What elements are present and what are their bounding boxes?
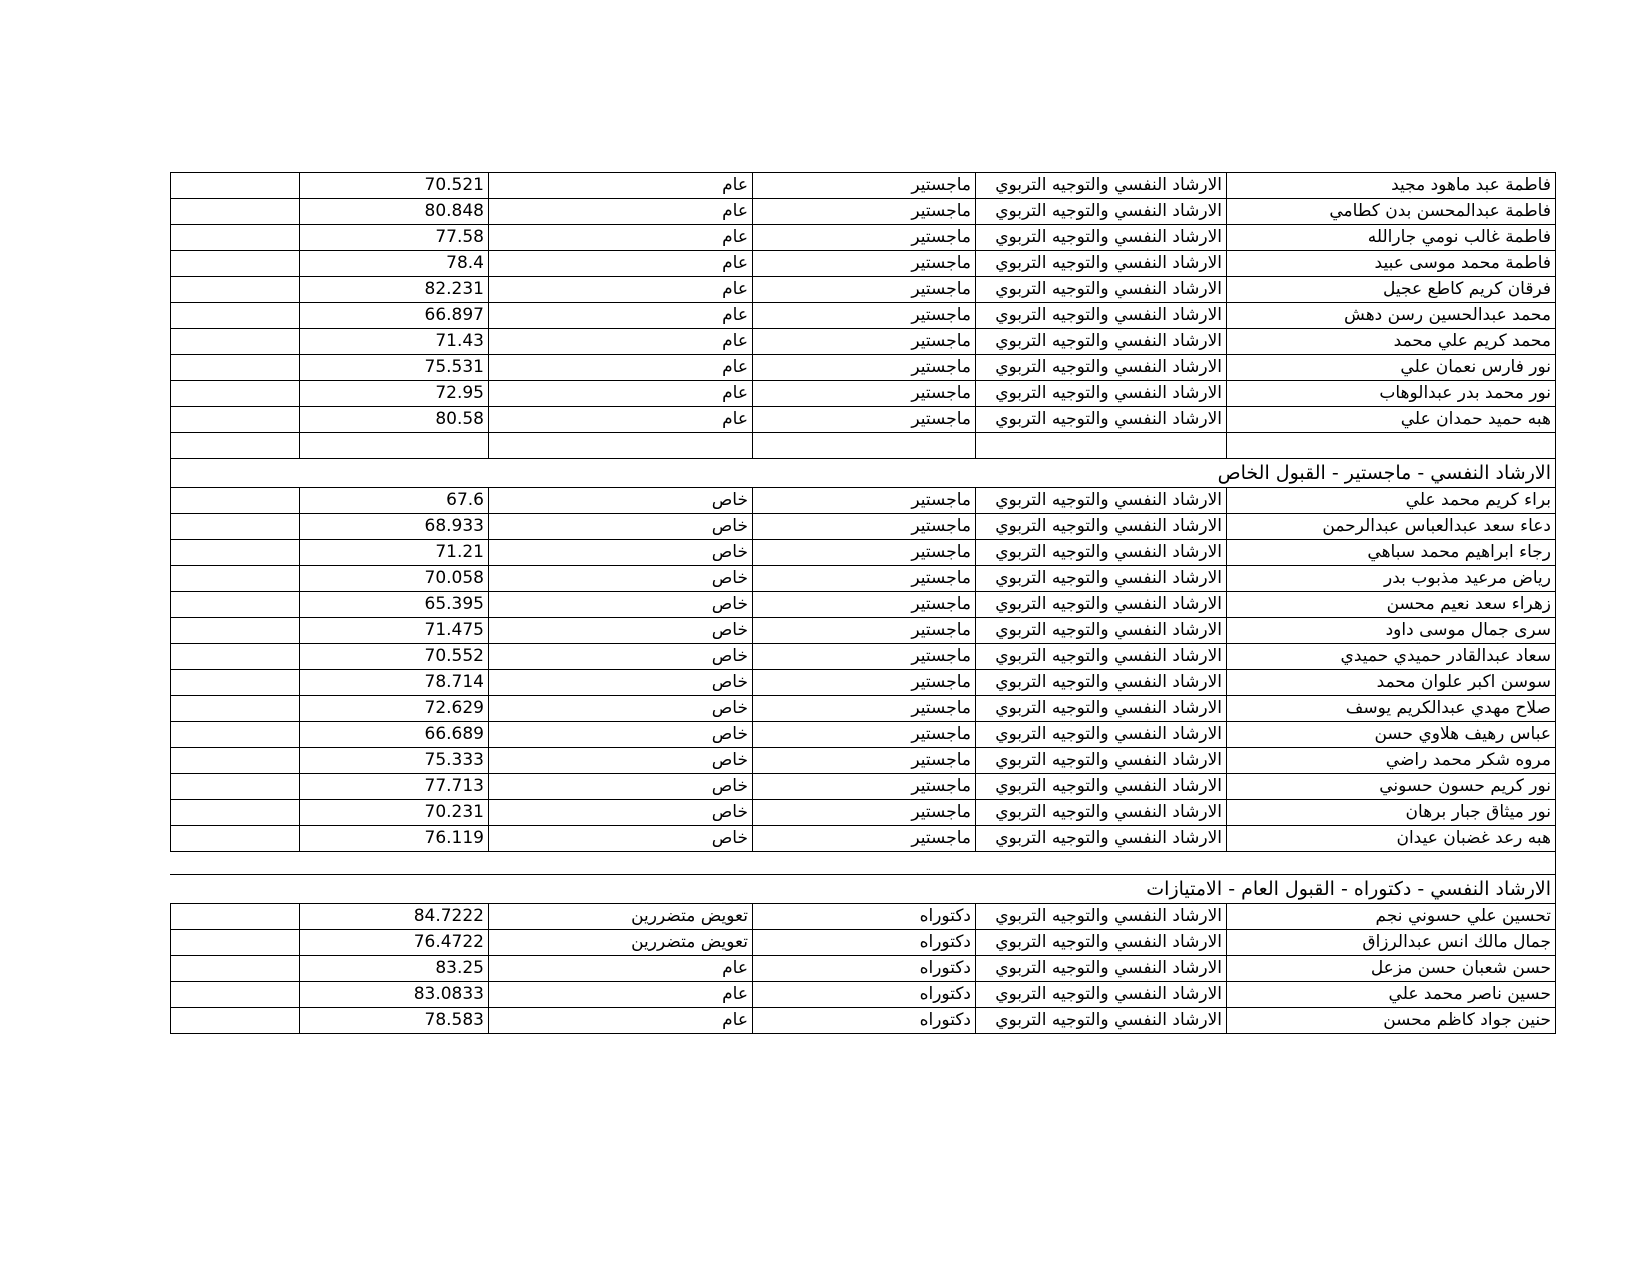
department-cell: الارشاد النفسي والتوجيه التربوي bbox=[976, 199, 1227, 225]
table-row bbox=[171, 566, 1556, 592]
table-row bbox=[171, 956, 1556, 982]
student-name-cell: حسن شعبان حسن مزعل bbox=[1227, 956, 1556, 982]
table-row bbox=[171, 748, 1556, 774]
department-cell: الارشاد النفسي والتوجيه التربوي bbox=[976, 670, 1227, 696]
degree-level-cell: ماجستير bbox=[753, 355, 976, 381]
table-row bbox=[171, 774, 1556, 800]
department-cell: الارشاد النفسي والتوجيه التربوي bbox=[976, 930, 1227, 956]
degree-level-cell: ماجستير bbox=[753, 670, 976, 696]
empty-cell bbox=[171, 696, 300, 722]
department-cell: الارشاد النفسي والتوجيه التربوي bbox=[976, 407, 1227, 433]
table-row bbox=[171, 722, 1556, 748]
degree-level-cell: ماجستير bbox=[753, 774, 976, 800]
admission-type-cell: عام bbox=[489, 1008, 753, 1034]
department-cell: الارشاد النفسي والتوجيه التربوي bbox=[976, 722, 1227, 748]
degree-level-cell: ماجستير bbox=[753, 488, 976, 514]
department-cell: الارشاد النفسي والتوجيه التربوي bbox=[976, 618, 1227, 644]
score-cell: 71.43 bbox=[300, 329, 489, 355]
score-cell: 76.119 bbox=[300, 826, 489, 852]
table-row bbox=[171, 277, 1556, 303]
department-cell: الارشاد النفسي والتوجيه التربوي bbox=[976, 303, 1227, 329]
student-name-cell: فرقان كريم كاطع عجيل bbox=[1227, 277, 1556, 303]
empty-cell bbox=[171, 956, 300, 982]
score-cell: 83.0833 bbox=[300, 982, 489, 1008]
table-row bbox=[171, 381, 1556, 407]
score-cell: 83.25 bbox=[300, 956, 489, 982]
student-name-cell: سعاد عبدالقادر حميدي حميدي bbox=[1227, 644, 1556, 670]
admission-type-cell: خاص bbox=[489, 774, 753, 800]
empty-cell bbox=[171, 173, 300, 199]
empty-cell bbox=[171, 904, 300, 930]
student-name-cell: تحسين علي حسوني نجم bbox=[1227, 904, 1556, 930]
degree-level-cell: ماجستير bbox=[753, 748, 976, 774]
score-cell: 72.95 bbox=[300, 381, 489, 407]
admission-type-cell: تعويض متضررين bbox=[489, 904, 753, 930]
admission-type-cell: خاص bbox=[489, 826, 753, 852]
department-cell: الارشاد النفسي والتوجيه التربوي bbox=[976, 381, 1227, 407]
degree-level-cell bbox=[753, 433, 976, 459]
results-sheet bbox=[170, 172, 1556, 1034]
table-row bbox=[171, 173, 1556, 199]
table-row bbox=[171, 329, 1556, 355]
results-table bbox=[170, 903, 1556, 1034]
student-name-cell: فاطمة عبدالمحسن بدن كطامي bbox=[1227, 199, 1556, 225]
admission-type-cell: عام bbox=[489, 982, 753, 1008]
student-name-cell: رجاء ابراهيم محمد سباهي bbox=[1227, 540, 1556, 566]
admission-type-cell: خاص bbox=[489, 670, 753, 696]
admission-type-cell: عام bbox=[489, 277, 753, 303]
department-cell: الارشاد النفسي والتوجيه التربوي bbox=[976, 982, 1227, 1008]
department-cell: الارشاد النفسي والتوجيه التربوي bbox=[976, 826, 1227, 852]
score-cell: 82.231 bbox=[300, 277, 489, 303]
degree-level-cell: دكتوراه bbox=[753, 1008, 976, 1034]
empty-cell bbox=[171, 329, 300, 355]
empty-cell bbox=[171, 644, 300, 670]
department-cell: الارشاد النفسي والتوجيه التربوي bbox=[976, 566, 1227, 592]
empty-cell bbox=[171, 199, 300, 225]
department-cell: الارشاد النفسي والتوجيه التربوي bbox=[976, 748, 1227, 774]
table-row bbox=[171, 826, 1556, 852]
results-table bbox=[170, 487, 1556, 852]
degree-level-cell: ماجستير bbox=[753, 540, 976, 566]
empty-cell bbox=[171, 982, 300, 1008]
department-cell: الارشاد النفسي والتوجيه التربوي bbox=[976, 355, 1227, 381]
table-row bbox=[171, 251, 1556, 277]
empty-cell bbox=[171, 514, 300, 540]
table-row bbox=[171, 355, 1556, 381]
table-row bbox=[171, 592, 1556, 618]
degree-level-cell: ماجستير bbox=[753, 173, 976, 199]
department-cell: الارشاد النفسي والتوجيه التربوي bbox=[976, 1008, 1227, 1034]
student-name-cell: عباس رهيف هلاوي حسن bbox=[1227, 722, 1556, 748]
score-cell: 70.231 bbox=[300, 800, 489, 826]
department-cell: الارشاد النفسي والتوجيه التربوي bbox=[976, 774, 1227, 800]
degree-level-cell: ماجستير bbox=[753, 329, 976, 355]
student-name-cell: رياض مرعيد مذبوب بدر bbox=[1227, 566, 1556, 592]
empty-cell bbox=[171, 1008, 300, 1034]
student-name-cell: حسين ناصر محمد علي bbox=[1227, 982, 1556, 1008]
student-name-cell: دعاء سعد عبدالعباس عبدالرحمن bbox=[1227, 514, 1556, 540]
score-cell: 70.552 bbox=[300, 644, 489, 670]
admission-type-cell: خاص bbox=[489, 748, 753, 774]
student-name-cell: حنين جواد كاظم محسن bbox=[1227, 1008, 1556, 1034]
degree-level-cell: ماجستير bbox=[753, 618, 976, 644]
table-row bbox=[171, 225, 1556, 251]
table-row bbox=[171, 982, 1556, 1008]
student-name-cell: محمد عبدالحسين رسن دهش bbox=[1227, 303, 1556, 329]
admission-type-cell bbox=[489, 433, 753, 459]
table-row bbox=[171, 488, 1556, 514]
table-row bbox=[171, 696, 1556, 722]
degree-level-cell: ماجستير bbox=[753, 225, 976, 251]
degree-level-cell: ماجستير bbox=[753, 381, 976, 407]
admission-type-cell: خاص bbox=[489, 540, 753, 566]
empty-cell bbox=[171, 488, 300, 514]
degree-level-cell: ماجستير bbox=[753, 514, 976, 540]
admission-type-cell: خاص bbox=[489, 566, 753, 592]
admission-type-cell: عام bbox=[489, 251, 753, 277]
degree-level-cell: دكتوراه bbox=[753, 904, 976, 930]
empty-cell bbox=[171, 826, 300, 852]
section-title: الارشاد النفسي - دكتوراه - القبول العام - الامتيازات bbox=[170, 874, 1556, 903]
score-cell: 65.395 bbox=[300, 592, 489, 618]
empty-cell bbox=[171, 722, 300, 748]
table-row bbox=[171, 904, 1556, 930]
empty-cell bbox=[171, 670, 300, 696]
table-row bbox=[171, 618, 1556, 644]
admission-type-cell: عام bbox=[489, 303, 753, 329]
department-cell: الارشاد النفسي والتوجيه التربوي bbox=[976, 956, 1227, 982]
admission-type-cell: عام bbox=[489, 225, 753, 251]
table-row bbox=[171, 930, 1556, 956]
student-name-cell: سرى جمال موسى داود bbox=[1227, 618, 1556, 644]
degree-level-cell: ماجستير bbox=[753, 800, 976, 826]
student-name-cell: محمد كريم علي محمد bbox=[1227, 329, 1556, 355]
score-cell: 80.58 bbox=[300, 407, 489, 433]
admission-type-cell: عام bbox=[489, 355, 753, 381]
empty-cell bbox=[171, 618, 300, 644]
table-row bbox=[171, 199, 1556, 225]
score-cell: 77.58 bbox=[300, 225, 489, 251]
table-row bbox=[171, 670, 1556, 696]
score-cell: 80.848 bbox=[300, 199, 489, 225]
table-row bbox=[171, 433, 1556, 459]
empty-cell bbox=[171, 225, 300, 251]
score-cell: 71.475 bbox=[300, 618, 489, 644]
degree-level-cell: ماجستير bbox=[753, 592, 976, 618]
score-cell: 70.521 bbox=[300, 173, 489, 199]
table-row bbox=[171, 514, 1556, 540]
results-table bbox=[170, 172, 1556, 459]
degree-level-cell: ماجستير bbox=[753, 407, 976, 433]
table-row bbox=[171, 407, 1556, 433]
department-cell: الارشاد النفسي والتوجيه التربوي bbox=[976, 904, 1227, 930]
score-cell: 75.333 bbox=[300, 748, 489, 774]
table-row bbox=[171, 1008, 1556, 1034]
empty-cell bbox=[171, 277, 300, 303]
admission-type-cell: خاص bbox=[489, 800, 753, 826]
admission-type-cell: خاص bbox=[489, 722, 753, 748]
spacer bbox=[170, 852, 1556, 874]
table-row bbox=[171, 800, 1556, 826]
student-name-cell: سوسن اكبر علوان محمد bbox=[1227, 670, 1556, 696]
student-name-cell: فاطمة غالب نومي جارالله bbox=[1227, 225, 1556, 251]
empty-cell bbox=[171, 251, 300, 277]
student-name-cell bbox=[1227, 433, 1556, 459]
empty-cell bbox=[171, 800, 300, 826]
degree-level-cell: ماجستير bbox=[753, 722, 976, 748]
score-cell: 84.7222 bbox=[300, 904, 489, 930]
empty-cell bbox=[171, 592, 300, 618]
degree-level-cell: دكتوراه bbox=[753, 930, 976, 956]
admission-type-cell: عام bbox=[489, 199, 753, 225]
admission-type-cell: خاص bbox=[489, 488, 753, 514]
empty-cell bbox=[171, 381, 300, 407]
department-cell: الارشاد النفسي والتوجيه التربوي bbox=[976, 540, 1227, 566]
admission-type-cell: خاص bbox=[489, 618, 753, 644]
empty-cell bbox=[171, 407, 300, 433]
admission-type-cell: عام bbox=[489, 173, 753, 199]
student-name-cell: زهراء سعد نعيم محسن bbox=[1227, 592, 1556, 618]
score-cell: 72.629 bbox=[300, 696, 489, 722]
empty-cell bbox=[171, 930, 300, 956]
degree-level-cell: ماجستير bbox=[753, 251, 976, 277]
department-cell: الارشاد النفسي والتوجيه التربوي bbox=[976, 329, 1227, 355]
degree-level-cell: ماجستير bbox=[753, 826, 976, 852]
degree-level-cell: ماجستير bbox=[753, 696, 976, 722]
department-cell: الارشاد النفسي والتوجيه التربوي bbox=[976, 800, 1227, 826]
score-cell: 75.531 bbox=[300, 355, 489, 381]
student-name-cell: هبه حميد حمدان علي bbox=[1227, 407, 1556, 433]
score-cell: 78.714 bbox=[300, 670, 489, 696]
department-cell: الارشاد النفسي والتوجيه التربوي bbox=[976, 488, 1227, 514]
department-cell: الارشاد النفسي والتوجيه التربوي bbox=[976, 251, 1227, 277]
department-cell: الارشاد النفسي والتوجيه التربوي bbox=[976, 644, 1227, 670]
admission-type-cell: خاص bbox=[489, 592, 753, 618]
student-name-cell: نور محمد بدر عبدالوهاب bbox=[1227, 381, 1556, 407]
department-cell: الارشاد النفسي والتوجيه التربوي bbox=[976, 514, 1227, 540]
student-name-cell: مروه شكر محمد راضي bbox=[1227, 748, 1556, 774]
department-cell: الارشاد النفسي والتوجيه التربوي bbox=[976, 696, 1227, 722]
degree-level-cell: ماجستير bbox=[753, 566, 976, 592]
department-cell bbox=[976, 433, 1227, 459]
admission-type-cell: عام bbox=[489, 329, 753, 355]
admission-type-cell: تعويض متضررين bbox=[489, 930, 753, 956]
degree-level-cell: دكتوراه bbox=[753, 956, 976, 982]
score-cell: 78.583 bbox=[300, 1008, 489, 1034]
admission-type-cell: خاص bbox=[489, 514, 753, 540]
empty-cell bbox=[171, 540, 300, 566]
degree-level-cell: ماجستير bbox=[753, 303, 976, 329]
empty-cell bbox=[171, 748, 300, 774]
degree-level-cell: ماجستير bbox=[753, 199, 976, 225]
student-name-cell: نور كريم حسون حسوني bbox=[1227, 774, 1556, 800]
student-name-cell: براء كريم محمد علي bbox=[1227, 488, 1556, 514]
score-cell: 76.4722 bbox=[300, 930, 489, 956]
table-row bbox=[171, 644, 1556, 670]
empty-cell bbox=[171, 433, 300, 459]
student-name-cell: جمال مالك انس عبدالرزاق bbox=[1227, 930, 1556, 956]
empty-cell bbox=[171, 774, 300, 800]
table-row bbox=[171, 303, 1556, 329]
score-cell: 77.713 bbox=[300, 774, 489, 800]
empty-cell bbox=[171, 566, 300, 592]
score-cell: 78.4 bbox=[300, 251, 489, 277]
degree-level-cell: ماجستير bbox=[753, 644, 976, 670]
degree-level-cell: ماجستير bbox=[753, 277, 976, 303]
table-row bbox=[171, 540, 1556, 566]
score-cell: 71.21 bbox=[300, 540, 489, 566]
admission-type-cell: عام bbox=[489, 381, 753, 407]
score-cell: 66.689 bbox=[300, 722, 489, 748]
student-name-cell: نور فارس نعمان علي bbox=[1227, 355, 1556, 381]
department-cell: الارشاد النفسي والتوجيه التربوي bbox=[976, 592, 1227, 618]
score-cell bbox=[300, 433, 489, 459]
score-cell: 66.897 bbox=[300, 303, 489, 329]
section-title: الارشاد النفسي - ماجستير - القبول الخاص bbox=[170, 459, 1556, 487]
degree-level-cell: دكتوراه bbox=[753, 982, 976, 1008]
department-cell: الارشاد النفسي والتوجيه التربوي bbox=[976, 277, 1227, 303]
admission-type-cell: خاص bbox=[489, 644, 753, 670]
empty-cell bbox=[171, 355, 300, 381]
score-cell: 70.058 bbox=[300, 566, 489, 592]
score-cell: 67.6 bbox=[300, 488, 489, 514]
admission-type-cell: خاص bbox=[489, 696, 753, 722]
admission-type-cell: عام bbox=[489, 956, 753, 982]
student-name-cell: فاطمة محمد موسى عبيد bbox=[1227, 251, 1556, 277]
score-cell: 68.933 bbox=[300, 514, 489, 540]
student-name-cell: صلاح مهدي عبدالكريم يوسف bbox=[1227, 696, 1556, 722]
student-name-cell: نور ميثاق جبار برهان bbox=[1227, 800, 1556, 826]
department-cell: الارشاد النفسي والتوجيه التربوي bbox=[976, 173, 1227, 199]
student-name-cell: هبه رعد غضبان عيدان bbox=[1227, 826, 1556, 852]
admission-type-cell: عام bbox=[489, 407, 753, 433]
student-name-cell: فاطمة عبد ماهود مجيد bbox=[1227, 173, 1556, 199]
department-cell: الارشاد النفسي والتوجيه التربوي bbox=[976, 225, 1227, 251]
empty-cell bbox=[171, 303, 300, 329]
